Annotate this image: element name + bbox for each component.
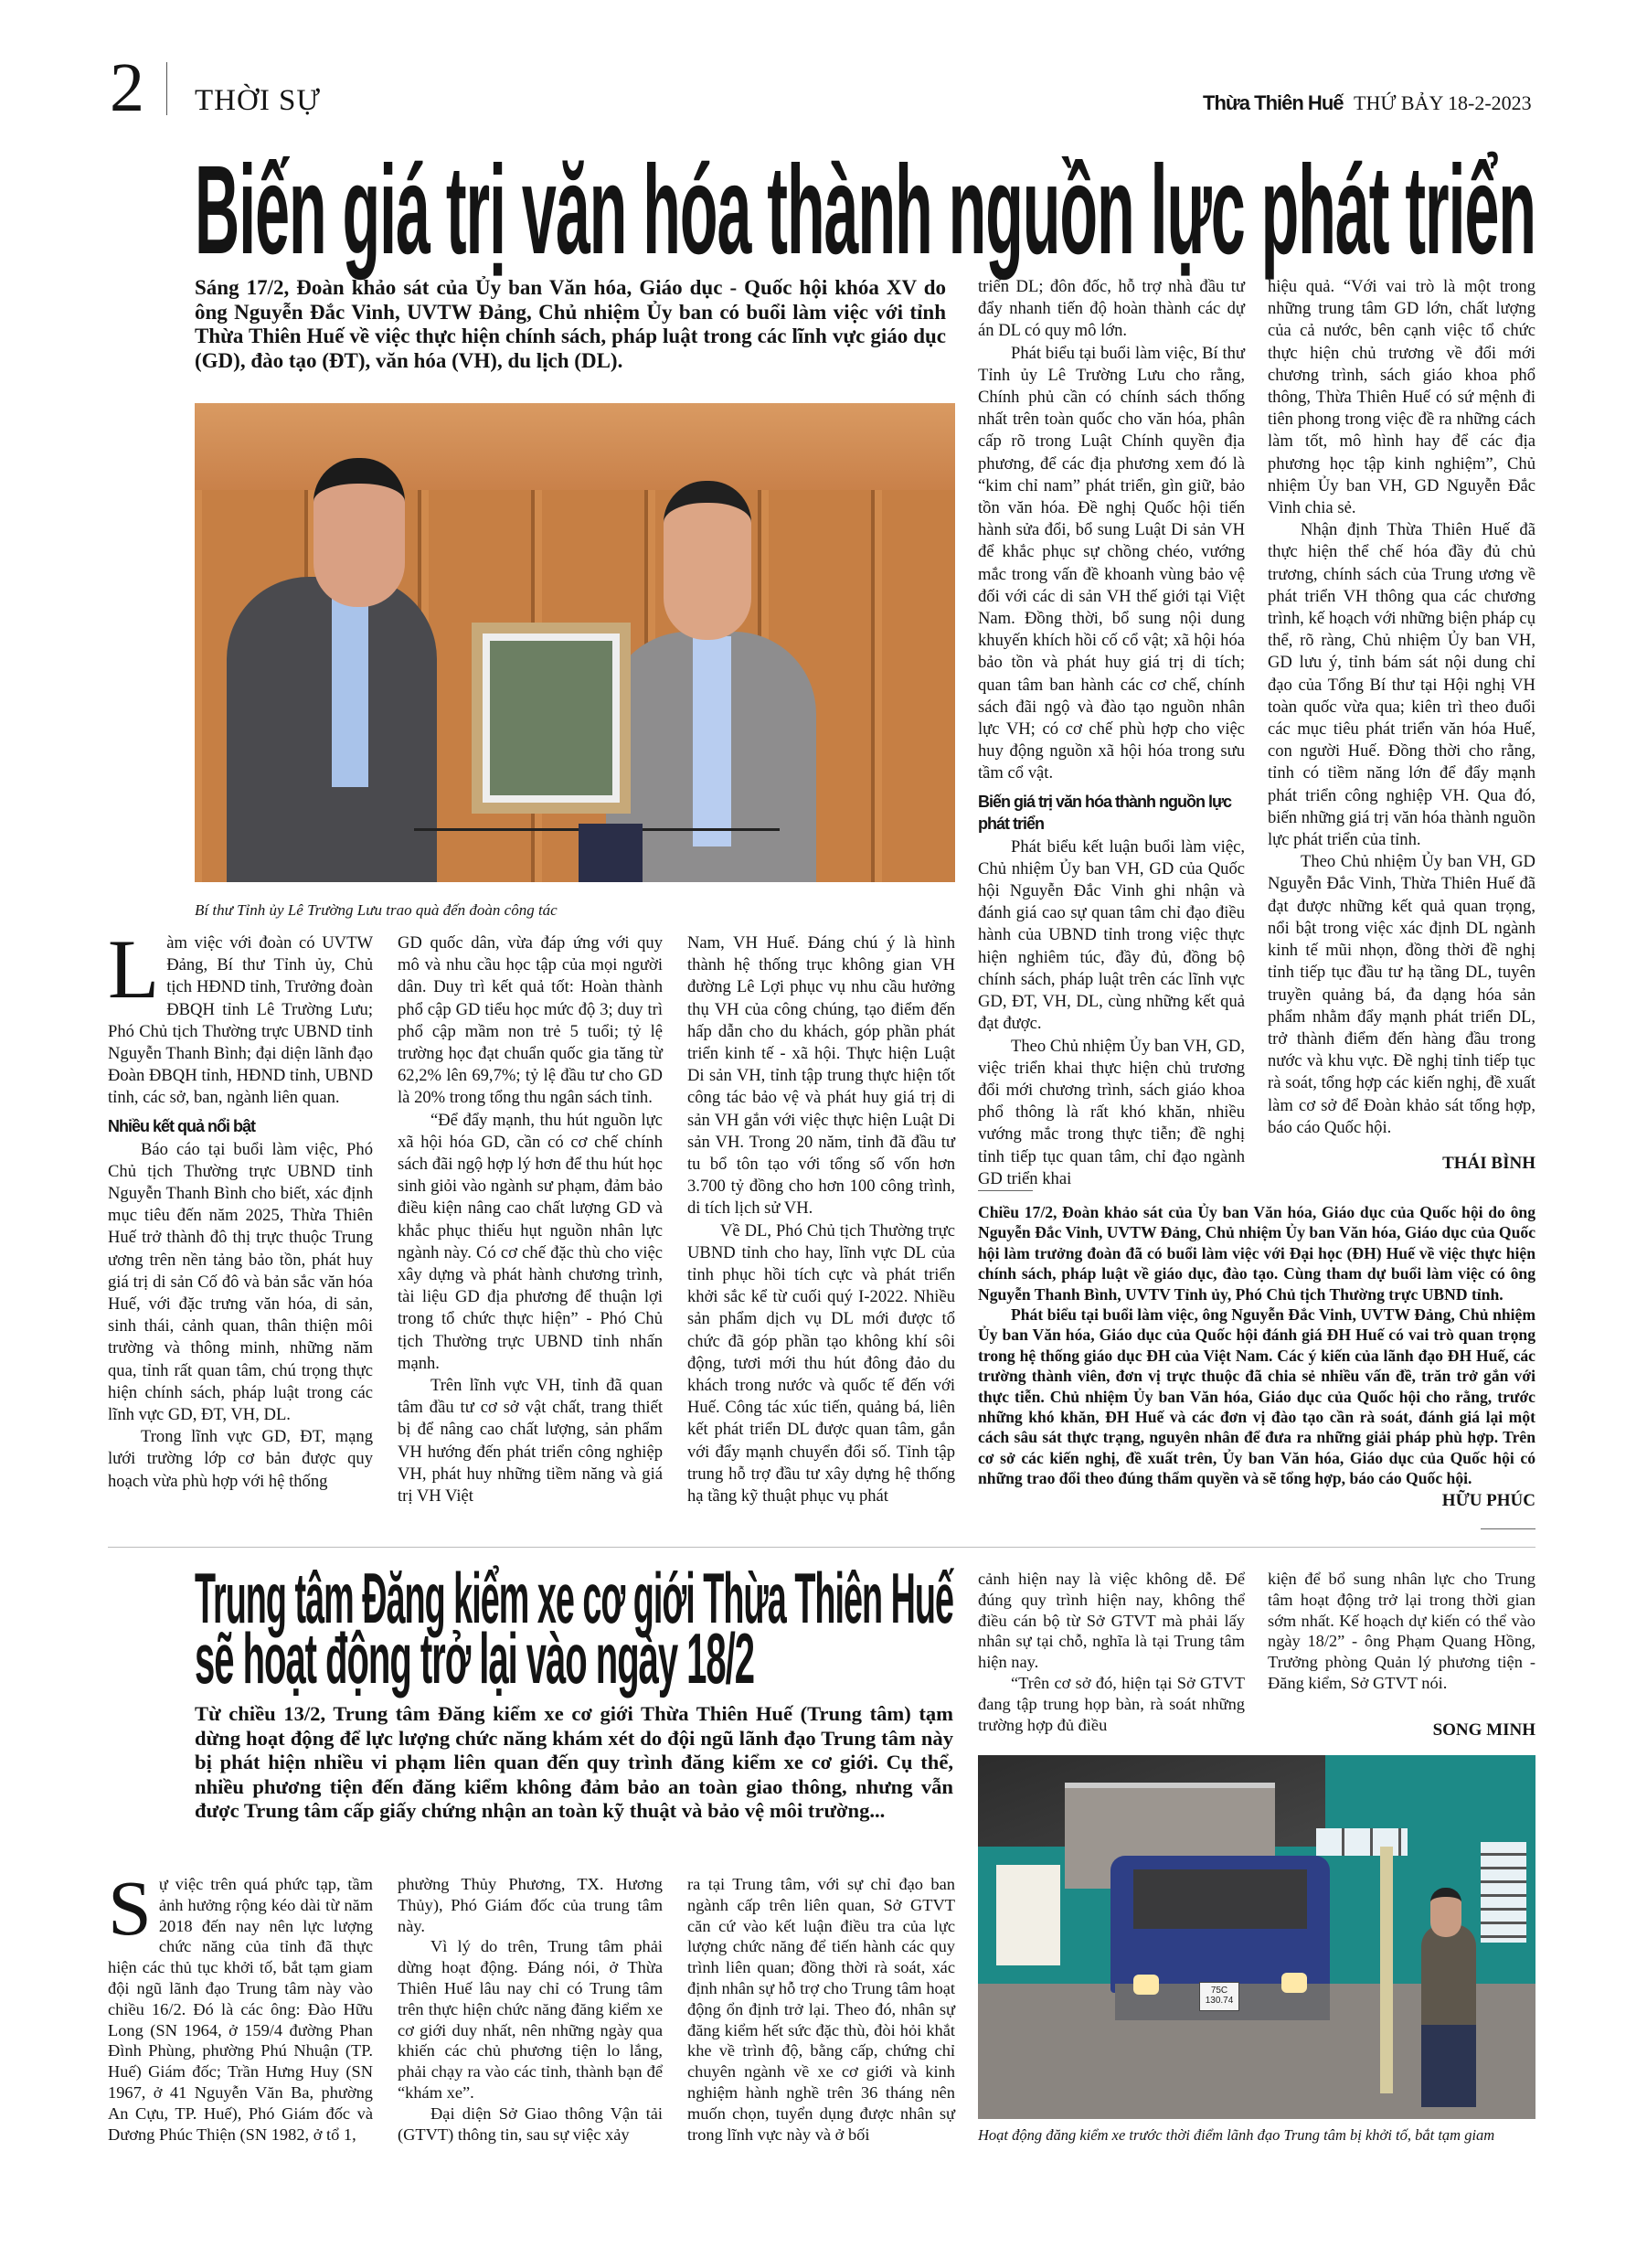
article-paragraph: Theo Chủ nhiệm Ủy ban VH, GD Nguyễn Đắc Vinh, Thừa Thiên Huế đã đạt được những kết quả quan trọng, nổi bật trong việc xác định DL ngành kinh tế mũi nhọn, đồng thời đề nghị tỉnh tiếp tục đầu tư hạ tầng DL, tuyên truyền quảng bá, đa dạng hóa sản phẩm nhằm đẩy mạnh phát triển DL, trở thành điểm đến hàng đầu trong nước và khu vực. Đề nghị tỉnh tiếp tục rà soát, tổng hợp các kiến nghị, đề xuất làm cơ sở để Đoàn khảo sát tổng hợp, báo cáo Quốc hội. (1268, 852, 1535, 1137)
drop-cap: L (108, 922, 160, 1016)
article-paragraph: hiệu quả. “Với vai trò là một trong những trung tâm GD lớn, chất lượng của cả nước, bên cạnh việc tổ chức thực hiện chủ trương về đổi mới chương trình, sách giáo khoa phổ thông, Thừa Thiên Huế có sứ mệnh đi tiên phong trong việc đề ra những cách làm tốt, mô hình hay để các địa phương học tập kinh nghiệm”, Chủ nhiệm Ủy ban VH, GD Nguyễn Đắc Vinh chia sẻ. (1268, 277, 1535, 518)
article-paragraph (108, 922, 373, 1110)
photo-person-left-head (313, 458, 405, 607)
article-paragraph: cảnh hiện nay là việc không dễ. Để đúng quy trình hiện nay, không thể điều cán bộ từ Sở GTVT mà phải lấy nhân sự tại chỗ, nghĩa là tại Trung tâm hiện nay. (978, 1570, 1245, 1672)
paragraph-text: ự việc trên quá phức tạp, tầm ảnh hưởng rộng kéo dài từ năm 2018 đến nay nên lực lượng chức năng của tỉnh đã thực hiện các thủ tục khởi tố, bắt tạm giam đội ngũ lãnh đạo Trung tâm này vào chiều 16/2. Đó là các ông: Đào Hữu Long (SN 1964, ở 159/4 đường Phan Đình Phùng, phường Phú Nhuận (TP. Huế) Giám đốc; Trần Hưng Huy (SN 1967, ở 41 Nguyễn Văn Ba, phường An Cựu, TP. Huế), Phó Giám đốc và Dương Phúc Thiện (SN 1982, ở tổ 1, (108, 1875, 373, 2144)
story2-column-5 (1268, 1569, 1535, 1694)
box-separator (978, 1190, 1033, 1191)
story1-byline: THÁI BÌNH (1442, 1154, 1535, 1173)
story2-photo (978, 1755, 1535, 2119)
story2-lead: Từ chiều 13/2, Trung tâm Đăng kiểm xe cơ giới Thừa Thiên Huế (Trung tâm) tạm dừng hoạt động để lực lượng chức năng khám xét do đội ngũ lãnh đạo Trung tâm này bị phát hiện nhiều vi phạm liên quan đến quy trình đăng kiểm xe cơ giới. Cụ thể, nhiều phương tiện đến đăng kiểm không đảm bảo an toàn giao thông, nhưng vẫn được Trung tâm cấp giấy chứng nhận an toàn kỹ thuật và bảo vệ môi trường... (195, 1702, 953, 1822)
article-paragraph: “Để đẩy mạnh, thu hút nguồn lực xã hội hóa GD, cần có cơ chế chính sách đãi ngộ hợp lý hơn để thu hút học sinh giỏi vào ngành sư phạm, đảm bảo điều kiện nâng cao chất lượng GD và khắc phục thiếu hụt nguồn nhân lực ngành này. Có cơ chế đặc thù cho việc xây dựng và phát hành chương trình, tài liệu GD địa phương để thuận lợi trong tổ chức thực hiện” - Phó Chủ tịch Thường trực UBND tỉnh nhấn mạnh. (398, 1110, 663, 1373)
photo-window (1316, 1828, 1408, 1856)
photo-gift-frame (472, 623, 631, 814)
story1-column-1 (108, 922, 373, 1493)
photo-truck-windshield (1133, 1869, 1307, 1929)
photo-test-stand (1380, 1847, 1393, 2093)
article-paragraph: Đại diện Sở Giao thông Vận tải (GTVT) thông tin, sau sự việc xảy (398, 2103, 663, 2144)
subheading: Biến giá trị văn hóa thành nguồn lực phát triển (978, 792, 1232, 833)
newspaper-name: Thừa Thiên Huế (1203, 91, 1344, 114)
story2-column-2 (398, 1874, 663, 2145)
article-paragraph: GD quốc dân, vừa đáp ứng với quy mô và nhu cầu học tập của mọi người dân. Duy trì kết quả tốt: Hoàn thành phổ cập GD tiểu học mức độ 3; duy trì phổ cập mầm non trẻ 5 tuổi; tỷ lệ trường học đạt chuẩn quốc gia tăng từ 62,2% lên 69,7%; tỷ lệ đầu tư cho GD là 20% trong tổng thu ngân sách tỉnh. (398, 933, 663, 1108)
photo-person-right-head (664, 481, 751, 640)
photo-license-plate: 75C 130.74 (1199, 1982, 1239, 2011)
photo-inspector (1421, 1924, 1476, 2107)
article-paragraph: Vì lý do trên, Trung tâm phải dừng hoạt động. Đáng nói, ở Thừa Thiên Huế lâu nay chỉ có Trung tâm trên thực hiện chức năng đăng kiểm xe cơ giới duy nhất, nên những ngày qua khiến các chủ phương tiện lo lắng, phải chạy ra vào các tỉnh, thành bạn để “khám xe”. (398, 1937, 663, 2102)
paragraph-text: àm việc với đoàn có UVTW Đảng, Bí thư Tỉnh ủy, Chủ tịch HĐND tỉnh, Trưởng đoàn ĐBQH tỉnh Lê Trường Lưu; Phó Chủ tịch Thường trực UBND tỉnh Nguyễn Thanh Bình; đại diện lãnh đạo Đoàn ĐBQH tỉnh, HĐND tỉnh, UBND tỉnh, các sở, ban, ngành liên quan. (108, 933, 373, 1108)
article-paragraph: “Trên cơ sở đó, hiện tại Sở GTVT đang tập trung họp bàn, rà soát những trường hợp đủ điều (978, 1673, 1245, 1734)
story1-column-4 (978, 276, 1245, 1190)
sidebar-box (978, 1202, 1535, 1511)
header-divider (166, 62, 167, 115)
article-paragraph: Nhận định Thừa Thiên Huế đã thực hiện thể chế hóa đầy đủ chủ trương, chính sách của Trung ương về phát triển VH thông qua các chương trình, kế hoạch với những biện pháp cụ thể, rõ ràng, Chủ nhiệm Ủy ban VH, GD lưu ý, tỉnh bám sát nội dung chỉ đạo của Tổng Bí thư tại Hội nghị VH toàn quốc vừa qua; kiên trì theo đuổi các mục tiêu phát triển văn hóa Huế, con người Huế. Đồng thời cho rằng, tỉnh có tiềm năng lớn để đẩy mạnh phát triển công nghiệp VH. Qua đó, biến những giá trị văn hóa thành nguồn lực phát triển của tỉnh. (1268, 520, 1535, 850)
photo-window (1481, 1842, 1526, 1943)
story2-byline: SONG MINH (1432, 1720, 1535, 1740)
subheading: Nhiều kết quả nổi bật (108, 1116, 256, 1135)
story1-column-3 (687, 932, 955, 1507)
page-number: 2 (110, 49, 144, 126)
story1-column-2 (398, 932, 663, 1507)
article-paragraph: Trong lĩnh vực GD, ĐT, mạng lưới trường lớp cơ bản được quy hoạch vừa phù hợp với hệ thống (108, 1427, 373, 1491)
issue-date: THỨ BẢY 18-2-2023 (1354, 91, 1532, 114)
photo-person-right-shirt (693, 636, 731, 847)
article-paragraph: phường Thủy Phương, TX. Hương Thủy), Phó Giám đốc của trung tâm này. (398, 1875, 663, 1935)
story2-column-4 (978, 1569, 1245, 1735)
article-paragraph: Về DL, Phó Chủ tịch Thường trực UBND tỉnh cho hay, lĩnh vực DL của tỉnh phục hồi tích cực và phát triển khởi sắc kể từ cuối quý I-2022. Nhiều sản phẩm dịch vụ DL mới được tổ chức đã góp phần tạo không khí sôi động, tươi mới thu hút đông đảo du khách trong nước và quốc tế đến với Huế. Công tác xúc tiến, quảng bá, liên kết phát triển DL được quan tâm, gắn với đẩy mạnh chuyển đổi số. Tỉnh tập trung hỗ trợ đầu tư xây dựng hệ thống hạ tầng kỹ thuật phục vụ phát (687, 1220, 955, 1507)
story2-photo-caption: Hoạt động đăng kiểm xe trước thời điểm lãnh đạo Trung tâm bị khởi tố, bắt tạm giam (978, 2126, 1495, 2144)
article-paragraph: Trên lĩnh vực VH, tỉnh đã quan tâm đầu tư cơ sở vật chất, trang thiết bị để nâng cao chất lượng, sản phẩm VH hướng đến phát triển công nghiệp VH, phát huy những tiềm năng và giá trị VH Việt (398, 1376, 663, 1507)
article-paragraph: Phát biểu kết luận buổi làm việc, Chủ nhiệm Ủy ban VH, GD của Quốc hội Nguyễn Đắc Vinh ghi nhận và đánh giá cao sự quan tâm chỉ đạo điều hành của UBND tỉnh trong việc thực hiện nghiêm túc, đầy đủ, đồng bộ chính sách, pháp luật trên các lĩnh vực GD, ĐT, VH, DL, cùng những kết quả đạt được. (978, 836, 1245, 1034)
photo-doorway (996, 1865, 1060, 1965)
story1-photo-caption: Bí thư Tỉnh ủy Lê Trường Lưu trao quà đến đoàn công tác (195, 901, 558, 919)
article-paragraph: Báo cáo tại buổi làm việc, Phó Chủ tịch Thường trực UBND tỉnh Nguyễn Thanh Bình cho biết, xác định mục tiêu đến năm 2025, Thừa Thiên Huế trở thành đô thị trực thuộc Trung ương trên nền tảng bảo tồn, phát huy giá trị di sản Cố đô và bản sắc văn hóa Huế, với đặc trưng văn hóa, di sản, sinh thái, cảnh quan, thân thiện môi trường và thông minh, những năm qua, tỉnh rất quan tâm, chú trọng thực hiện chính sách, pháp luật trong các lĩnh vực GD, ĐT, VH, DL. (108, 1139, 373, 1425)
story1-headline: Biến giá trị văn hóa thành nguồn lực phát triển (195, 140, 1535, 281)
article-paragraph: Phát biểu tại buổi làm việc, Bí thư Tỉnh ủy Lê Trường Lưu cho rằng, Chính phủ cần có chính sách thống nhất trên toàn quốc cho văn hóa, phân cấp rõ trong Luật Chính quyền địa phương, để các địa phương xem đó là “kim chỉ nam” phát triển, gìn giữ, bảo tồn văn hóa. Đề nghị Quốc hội tiến hành sửa đổi, bổ sung Luật Di sản VH để khắc phục sự chồng chéo, vướng mắc trong vấn đề khoanh vùng bảo vệ đối với các di sản VH thế giới tại Việt Nam. Đồng thời, bổ sung nội dung khuyến khích hồi cố cổ vật; xã hội hóa bảo tồn và phát huy giá trị di tích; quan tâm ban hành các cơ chế, chính sách đãi ngộ và đào tạo nguồn nhân lực VH; có cơ chế phù hợp cho việc huy động nguồn xã hội hóa trong sưu tầm cổ vật. (978, 343, 1245, 783)
article-paragraph: triển DL; đôn đốc, hỗ trợ nhà đầu tư đẩy nhanh tiến độ hoàn thành các dự án DL có quy mô lớn. (978, 277, 1245, 341)
section-label: THỜI SỰ (195, 84, 322, 117)
photo-headlight (1133, 1975, 1159, 1995)
article-paragraph: kiện để bổ sung nhân lực cho Trung tâm hoạt động trở lại trong thời gian sớm nhất. Kế hoạch dự kiến có thể vào ngày 18/2” - ông Phạm Quang Hồng, Trưởng phòng Quản lý phương tiện - Đăng kiểm, Sở GTVT nói. (1268, 1570, 1535, 1692)
photo-headlight (1281, 1973, 1307, 1993)
story1-photo (195, 403, 955, 882)
story2-headline-line-2: sẽ hoạt động trở lại vào ngày 18/2 (195, 1618, 755, 1698)
story-separator (108, 1547, 1535, 1548)
drop-cap: S (108, 1864, 152, 1952)
box-end-rule (1481, 1528, 1535, 1529)
article-paragraph: ra tại Trung tâm, với sự chỉ đạo ban ngành cấp trên liên quan, Sở GTVT căn cứ vào kết luận điều tra của lực lượng chức năng để tiến hành các quy trình liên quan; đồng thời rà soát, xác định nhân sự hỗ trợ cho Trung tâm hoạt động ổn định trở lại. Theo đó, nhân sự đăng kiểm hết sức đặc thù, đòi hỏi khắt khe về trình độ, bằng cấp, chứng chỉ chuyên ngành về xe cơ giới và kinh nghiệm hành nghề trên 36 tháng nên muốn chọn, tuyển dụng được nhân sự trong lĩnh vực này và ở bối (687, 1875, 955, 2144)
article-paragraph (108, 1864, 373, 2145)
story2-headline-line-1: Trung tâm Đăng kiểm xe cơ giới Thừa Thiên Huế (195, 1558, 953, 1638)
photo-wall-top (195, 403, 955, 490)
photo-nameplate (579, 824, 643, 882)
story2-column-1 (108, 1864, 373, 2145)
photo-inspector-head (1430, 1888, 1461, 1937)
sidebar-box-paragraph: Phát biểu tại buổi làm việc, ông Nguyễn Đắc Vinh, UVTW Đảng, Chủ nhiệm Ủy ban Văn hóa, Giáo dục của Quốc hội đánh giá ĐH Huế có vai trò quan trọng trong hệ thống giáo dục ĐH của Việt Nam. Các ý kiến của lãnh đạo ĐH Huế, các trường thành viên, đơn vị trực thuộc đã chia sẻ nhiều vấn đề, trăn trở gắn với thực tiễn. Chủ nhiệm Ủy ban Văn hóa, Giáo dục của Quốc hội cho rằng, trước những khó khăn, ĐH Huế và các đơn vị đào tạo cần rà soát, đánh giá lại một cách sâu sát thực trạng, nguyên nhân để đưa ra những giải pháp phù hợp. Trên cơ sở các kiến nghị, đề xuất trên, Ủy ban Văn hóa, Giáo dục của Quốc hội có những trao đổi theo đúng thẩm quyền và sẽ tổng hợp, báo cáo Quốc hội. (978, 1305, 1535, 1488)
sidebar-box-paragraph: Chiều 17/2, Đoàn khảo sát của Ủy ban Văn hóa, Giáo dục của Quốc hội do ông Nguyễn Đắc Vinh, UVTW Đảng, Chủ nhiệm Ủy ban Văn hóa, Giáo dục của Quốc hội làm trưởng đoàn đã có buổi làm việc với Đại học (ĐH) Huế về việc thực hiện chính sách, pháp luật về giáo dục, đào tạo. Cùng tham dự buổi làm việc có ông Nguyễn Thanh Bình, UVTV Tỉnh ủy, Phó Chủ tịch Thường trực UBND tỉnh. (978, 1203, 1535, 1304)
article-paragraph: Nam, VH Huế. Đáng chú ý là hình thành hệ thống trục không gian VH đường Lê Lợi phục vụ nhu cầu hưởng thụ VH của công chúng, tạo điểm đến hấp dẫn cho du khách, góp phần phát triển kinh tế - xã hội. Thực hiện Luật Di sản VH, tỉnh tập trung thực hiện tốt công tác bảo vệ và phát huy giá trị di sản VH gắn với việc thực hiện Luật Di sản VH. Trong 20 năm, tỉnh đã đầu tư tu bổ tôn tạo với tổng số vốn hơn 3.700 tỷ đồng cho hơn 100 công trình, di tích lịch sử VH. (687, 933, 955, 1219)
story2-column-3 (687, 1874, 955, 2145)
article-paragraph: Theo Chủ nhiệm Ủy ban VH, GD, việc triển khai thực hiện chủ trương đổi mới chương trình, sách giáo khoa phổ thông là rất khó khăn, nhiều vướng mắc trong thực tiễn; đề nghị tỉnh tiếp tục quan tâm, chỉ đạo ngành GD triển khai (978, 1036, 1245, 1188)
sidebar-box-byline: HỮU PHÚC (1441, 1490, 1535, 1510)
photo-person-left-shirt (332, 577, 368, 787)
story1-column-5 (1268, 276, 1535, 1139)
story1-lead: Sáng 17/2, Đoàn khảo sát của Ủy ban Văn hóa, Giáo dục - Quốc hội khóa XV do ông Nguyễn Đắc Vinh, UVTW Đảng, Chủ nhiệm Ủy ban có buổi làm việc với tỉnh Thừa Thiên Huế về việc thực hiện chính sách, pháp luật trong các lĩnh vực giáo dục (GD), đào tạo (ĐT), văn hóa (VH), du lịch (DL). (195, 276, 946, 372)
